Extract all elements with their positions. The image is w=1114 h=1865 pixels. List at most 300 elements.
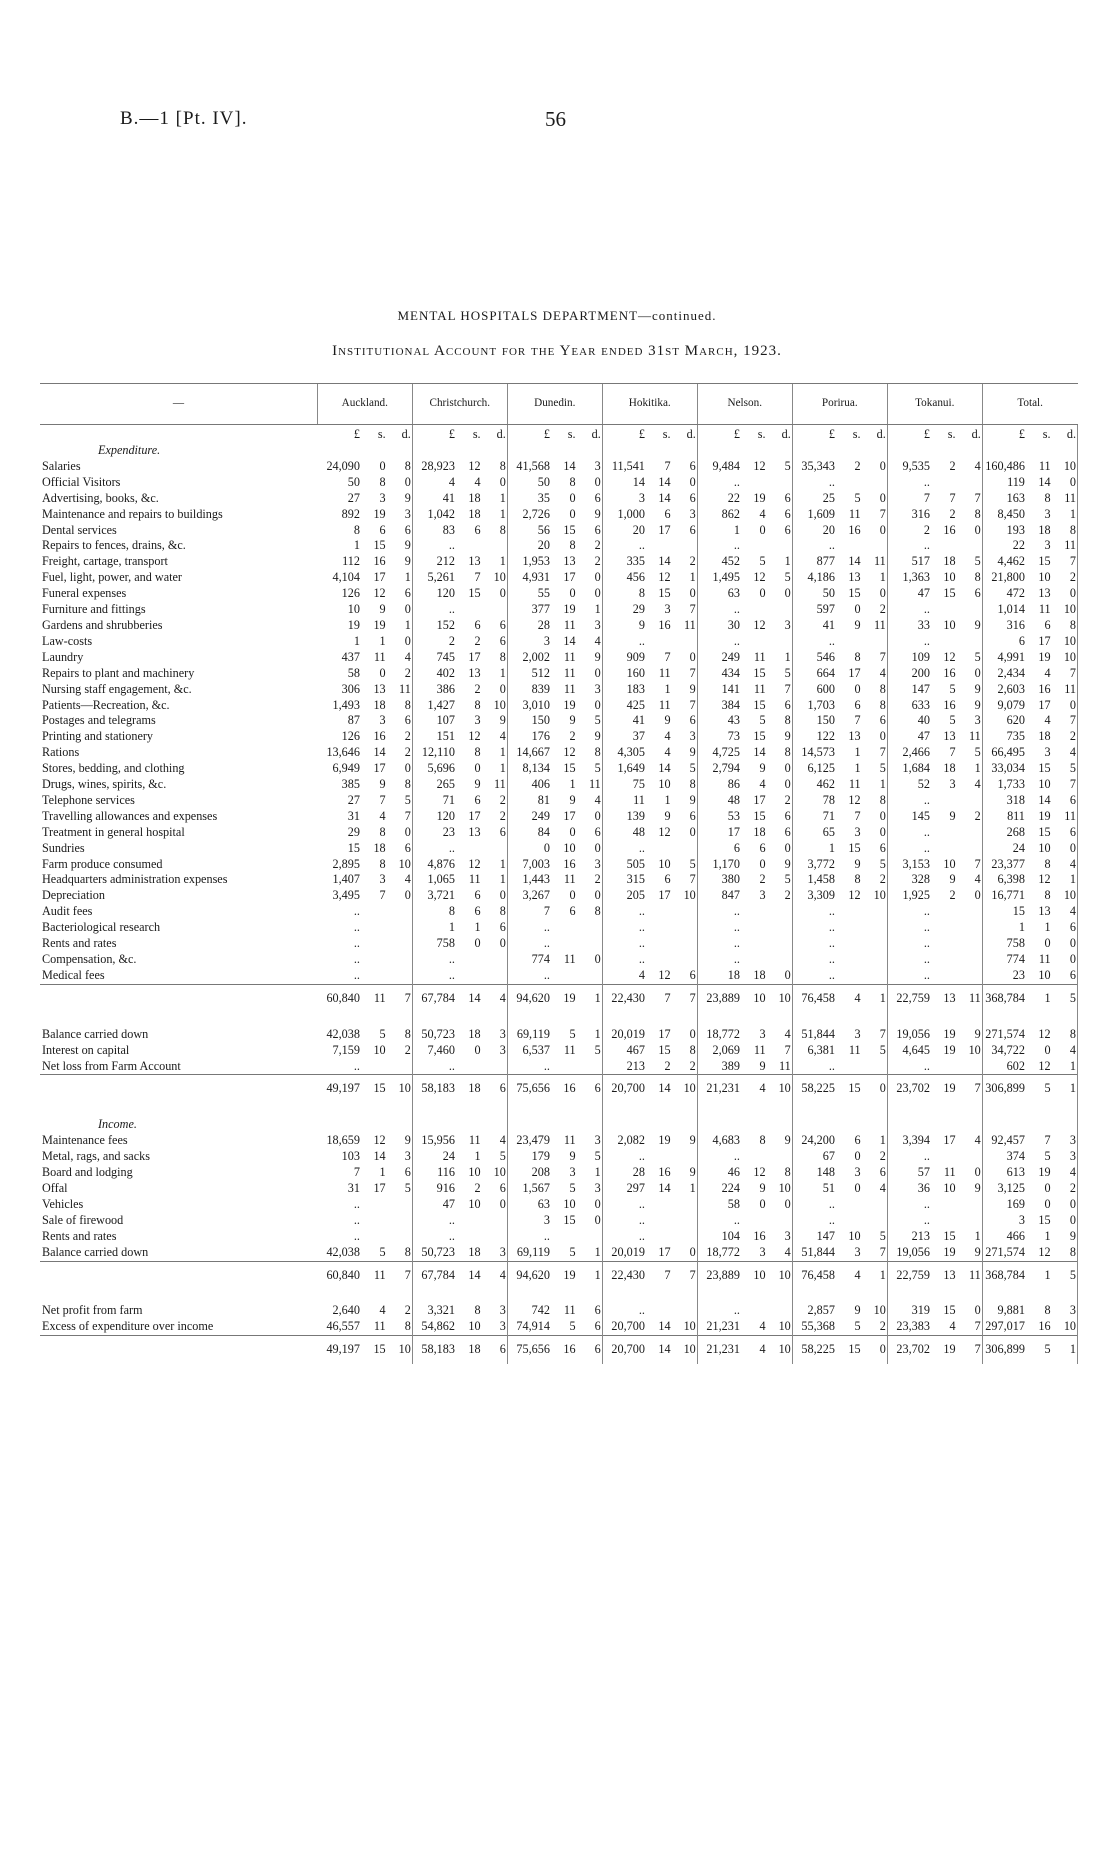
pounds-cell: 877 xyxy=(816,554,835,569)
pounds-cell: 315 xyxy=(626,872,645,887)
pounds-cell: 200 xyxy=(911,665,930,680)
shillings-cell: 8 xyxy=(569,474,576,489)
shillings-cell: 12 xyxy=(753,570,766,585)
pounds-cell: 4,876 xyxy=(427,856,455,871)
expenditure-row xyxy=(40,857,1078,873)
pounds-cell: 20,019 xyxy=(611,1026,645,1041)
pence-cell: 0 xyxy=(1052,475,1078,491)
balance-row xyxy=(40,1043,1078,1059)
pounds-cell: 467 xyxy=(626,1042,645,1057)
pence-cell: 2 xyxy=(577,554,603,570)
pence-cell xyxy=(767,936,793,952)
shillings-cell: 12 xyxy=(1038,1244,1051,1259)
row-label: Stores, bedding, and clothing xyxy=(42,761,185,776)
shillings-cell: 9 xyxy=(854,1303,861,1318)
pounds-cell: 462 xyxy=(816,777,835,792)
shillings-cell: 8 xyxy=(1044,1303,1051,1318)
shillings-cell: 11 xyxy=(848,777,861,792)
shillings-cell xyxy=(741,1213,767,1229)
pence-cell: 0 xyxy=(387,888,413,904)
pence-cell: 0 xyxy=(672,650,698,666)
shillings-cell xyxy=(931,920,957,936)
document-reference: B.—1 [Pt. IV]. xyxy=(120,108,248,129)
pence-cell: 3 xyxy=(387,1149,413,1165)
pence-cell: 6 xyxy=(1052,793,1078,809)
pounds-cell: 4,305 xyxy=(617,745,645,760)
shillings-cell: 12 xyxy=(943,649,956,664)
pounds-cell: .. xyxy=(543,1228,550,1243)
pounds-cell: 1,000 xyxy=(617,506,645,521)
pence-cell: 5 xyxy=(862,1043,888,1059)
pence-cell xyxy=(672,634,698,650)
pence-cell: 10 xyxy=(1052,1319,1078,1335)
shillings-cell: 8 xyxy=(1044,888,1051,903)
shillings-cell: 12 xyxy=(1038,1026,1051,1041)
pounds-cell: 4 xyxy=(448,474,455,489)
pounds-cell: .. xyxy=(638,1196,645,1211)
pounds-cell: 633 xyxy=(911,697,930,712)
pence-cell: 10 xyxy=(767,1319,793,1335)
shillings-cell: 14 xyxy=(373,745,386,760)
row-label: Law-costs xyxy=(42,633,93,648)
pounds-cell: 28 xyxy=(632,1165,645,1180)
expenditure-row xyxy=(40,968,1078,984)
shillings-cell: 6 xyxy=(1044,617,1051,632)
pence-cell xyxy=(767,1149,793,1165)
pence-cell: 8 xyxy=(862,682,888,698)
pounds-cell: 620 xyxy=(1006,713,1025,728)
pence-cell: 1 xyxy=(482,491,508,507)
pounds-cell: 23,889 xyxy=(697,1261,741,1289)
pence-cell xyxy=(862,538,888,554)
pounds-cell: 22,759 xyxy=(887,984,931,1012)
shillings-cell: 11 xyxy=(658,697,671,712)
pence-cell: 6 xyxy=(482,1336,508,1364)
pence-cell: 11 xyxy=(862,554,888,570)
pounds-cell: .. xyxy=(923,952,930,966)
pence-cell: 6 xyxy=(577,1303,603,1319)
shillings-cell: 0 xyxy=(569,824,576,839)
unit-pounds: £ xyxy=(638,427,645,442)
pounds-cell: .. xyxy=(733,1149,740,1164)
pence-cell: 7 xyxy=(862,1027,888,1043)
pence-cell: 7 xyxy=(672,602,698,618)
pence-cell: 7 xyxy=(387,809,413,825)
row-label: Laundry xyxy=(42,649,84,664)
pounds-cell: 15 xyxy=(1012,904,1025,919)
pounds-cell: 86 xyxy=(727,777,740,792)
pounds-cell: 41 xyxy=(442,490,455,505)
pounds-cell: 3,394 xyxy=(902,1133,930,1148)
pence-cell: 3 xyxy=(1052,1149,1078,1165)
pounds-cell: 20 xyxy=(822,522,835,537)
pounds-cell: 40 xyxy=(917,713,930,728)
page-number: 56 xyxy=(545,107,566,131)
shillings-cell xyxy=(361,968,387,984)
row-label: Farm produce consumed xyxy=(42,856,163,871)
pence-cell: 9 xyxy=(387,1133,413,1149)
pence-cell: 7 xyxy=(672,698,698,714)
pence-cell: 0 xyxy=(767,841,793,857)
shillings-cell: 15 xyxy=(848,586,861,601)
shillings-cell: 11 xyxy=(563,1133,576,1148)
pounds-cell: 18,772 xyxy=(706,1244,740,1259)
pounds-cell: .. xyxy=(828,1212,835,1227)
shillings-cell: 9 xyxy=(569,1149,576,1164)
pence-cell: 10 xyxy=(672,1075,698,1103)
pounds-cell: 4,725 xyxy=(712,745,740,760)
pence-cell: 8 xyxy=(1052,1245,1078,1261)
pence-cell: 8 xyxy=(482,650,508,666)
shillings-cell: 13 xyxy=(563,554,576,569)
shillings-cell: 9 xyxy=(664,713,671,728)
shillings-cell: 5 xyxy=(1026,1336,1052,1364)
unit-pence: d. xyxy=(672,425,698,444)
shillings-cell xyxy=(456,968,482,984)
unit-pence: d. xyxy=(577,425,603,444)
pounds-cell: .. xyxy=(828,904,835,919)
pounds-cell: 24 xyxy=(442,1149,455,1164)
shillings-cell: 5 xyxy=(759,713,766,728)
row-label: Compensation, &c. xyxy=(42,952,137,966)
spacer-row xyxy=(40,1013,1078,1027)
shillings-cell: 16 xyxy=(848,522,861,537)
shillings-cell: 16 xyxy=(1038,681,1051,696)
unit-shillings: s. xyxy=(377,427,386,442)
pence-cell: 8 xyxy=(1052,618,1078,634)
pence-cell xyxy=(387,1197,413,1213)
shillings-cell xyxy=(646,841,672,857)
pounds-cell: 20,700 xyxy=(602,1336,646,1364)
pounds-cell: .. xyxy=(828,633,835,648)
pounds-cell: 1,684 xyxy=(902,761,930,776)
pounds-cell: .. xyxy=(923,824,930,839)
pounds-cell: 119 xyxy=(1007,474,1025,489)
column-header-blank: — xyxy=(40,384,317,425)
pence-cell: 1 xyxy=(482,554,508,570)
shillings-cell: 19 xyxy=(943,1026,956,1041)
pence-cell: 7 xyxy=(767,1043,793,1059)
shillings-cell: 19 xyxy=(931,1075,957,1103)
row-label: Vehicles xyxy=(42,1196,84,1211)
pounds-cell: 2,069 xyxy=(712,1042,740,1057)
pence-cell: 0 xyxy=(1052,586,1078,602)
expenditure-row xyxy=(40,872,1078,888)
pounds-cell: 6 xyxy=(1018,633,1025,648)
pounds-cell: 892 xyxy=(341,506,360,521)
pence-cell xyxy=(672,952,698,968)
pence-cell: 6 xyxy=(672,523,698,539)
pence-cell: 10 xyxy=(672,1319,698,1335)
pounds-cell: 224 xyxy=(721,1180,740,1195)
shillings-cell: 8 xyxy=(379,474,386,489)
expenditure-row xyxy=(40,570,1078,586)
shillings-cell: 8 xyxy=(759,1133,766,1148)
shillings-cell: 6 xyxy=(854,697,861,712)
pence-cell: 7 xyxy=(672,984,698,1012)
pence-cell: 0 xyxy=(862,586,888,602)
pounds-cell: .. xyxy=(828,474,835,489)
shillings-cell: 11 xyxy=(361,984,387,1012)
pounds-cell: 17 xyxy=(727,824,740,839)
pence-cell: 6 xyxy=(767,523,793,539)
pence-cell: 2 xyxy=(862,1149,888,1165)
pounds-cell: 41 xyxy=(632,713,645,728)
pence-cell xyxy=(482,968,508,984)
shillings-cell: 5 xyxy=(949,713,956,728)
shillings-cell xyxy=(361,904,387,920)
pounds-cell: 67 xyxy=(822,1149,835,1164)
expenditure-row xyxy=(40,952,1078,968)
pence-cell: 6 xyxy=(577,523,603,539)
pounds-cell: .. xyxy=(543,936,550,951)
pence-cell xyxy=(672,1303,698,1319)
expenditure-row xyxy=(40,586,1078,602)
pence-cell: 5 xyxy=(862,761,888,777)
shillings-cell: 16 xyxy=(563,856,576,871)
shillings-cell: 19 xyxy=(1038,649,1051,664)
pence-cell: 7 xyxy=(862,745,888,761)
pounds-cell: 18,772 xyxy=(706,1026,740,1041)
pounds-cell: 384 xyxy=(721,697,740,712)
pence-cell: 6 xyxy=(482,825,508,841)
pence-cell: 3 xyxy=(577,682,603,698)
shillings-cell: 3 xyxy=(379,490,386,505)
pounds-cell: 597 xyxy=(816,602,835,617)
pounds-cell: .. xyxy=(923,1212,930,1227)
shillings-cell: 17 xyxy=(373,1180,386,1195)
shillings-cell: 1 xyxy=(854,761,861,776)
shillings-cell: 0 xyxy=(474,1042,481,1057)
pounds-cell: 46 xyxy=(727,1165,740,1180)
pounds-cell: 169 xyxy=(1006,1196,1025,1211)
pounds-cell: 60,840 xyxy=(317,1261,361,1289)
pounds-cell: .. xyxy=(923,840,930,855)
pounds-cell: 24 xyxy=(1012,840,1025,855)
pence-cell: 3 xyxy=(482,1043,508,1059)
pence-cell: 7 xyxy=(672,1261,698,1289)
shillings-cell: 3 xyxy=(474,713,481,728)
expenditure-row xyxy=(40,936,1078,952)
pence-cell: 2 xyxy=(387,1043,413,1059)
row-label: Rents and rates xyxy=(42,1228,117,1243)
pounds-cell: .. xyxy=(923,936,930,951)
pounds-cell: 48 xyxy=(727,792,740,807)
shillings-cell: 0 xyxy=(1044,1196,1051,1211)
pence-cell xyxy=(672,904,698,920)
pence-cell: 7 xyxy=(1052,554,1078,570)
shillings-cell: 6 xyxy=(474,904,481,919)
shillings-cell: 19 xyxy=(551,1261,577,1289)
pounds-cell: 151 xyxy=(436,729,455,744)
shillings-cell: 4 xyxy=(759,506,766,521)
pounds-cell: 34,722 xyxy=(991,1042,1025,1057)
pence-cell: 11 xyxy=(1052,491,1078,507)
shillings-cell: 18 xyxy=(468,1244,481,1259)
pence-cell: 0 xyxy=(577,841,603,857)
pence-cell: 6 xyxy=(482,634,508,650)
shillings-cell: 3 xyxy=(1044,506,1051,521)
pounds-cell: 75,656 xyxy=(507,1336,551,1364)
shillings-cell: 12 xyxy=(1038,872,1051,887)
pence-cell: 1 xyxy=(482,761,508,777)
shillings-cell: 6 xyxy=(664,506,671,521)
shillings-cell: 14 xyxy=(563,633,576,648)
shillings-cell xyxy=(931,1059,957,1075)
shillings-cell: 16 xyxy=(753,1228,766,1243)
shillings-cell: 10 xyxy=(468,1319,481,1334)
pounds-cell: 42,038 xyxy=(326,1244,360,1259)
shillings-cell: 14 xyxy=(658,1180,671,1195)
shillings-cell: 7 xyxy=(379,888,386,903)
shillings-cell: 11 xyxy=(1038,952,1051,966)
pence-cell: 0 xyxy=(672,586,698,602)
shillings-cell: 18 xyxy=(373,840,386,855)
pounds-cell: .. xyxy=(638,840,645,855)
shillings-cell: 17 xyxy=(943,1133,956,1148)
pence-cell: 2 xyxy=(862,1319,888,1335)
pence-cell: 8 xyxy=(577,745,603,761)
shillings-cell: 17 xyxy=(1038,633,1051,648)
pounds-cell: 78 xyxy=(822,792,835,807)
pence-cell: 3 xyxy=(767,618,793,634)
pounds-cell: 368,784 xyxy=(982,984,1026,1012)
pence-cell: 0 xyxy=(862,1336,888,1364)
pence-cell: 4 xyxy=(387,650,413,666)
pence-cell: 5 xyxy=(1052,984,1078,1012)
expenditure-heading xyxy=(40,443,1078,459)
pounds-cell: 452 xyxy=(721,554,740,569)
pence-cell: 5 xyxy=(862,1229,888,1245)
pounds-cell: 434 xyxy=(721,665,740,680)
pounds-cell: .. xyxy=(923,474,930,489)
shillings-cell: 15 xyxy=(1038,761,1051,776)
pounds-cell: 148 xyxy=(816,1165,835,1180)
expenditure-row xyxy=(40,682,1078,698)
pounds-cell: 23 xyxy=(1012,967,1025,982)
pounds-cell: 193 xyxy=(1006,522,1025,537)
shillings-cell: 15 xyxy=(373,538,386,553)
pence-cell xyxy=(387,936,413,952)
pounds-cell: 27 xyxy=(347,792,360,807)
shillings-cell: 10 xyxy=(943,856,956,871)
shillings-cell: 0 xyxy=(1044,1042,1051,1057)
pounds-cell: 3 xyxy=(638,490,645,505)
pence-cell: 10 xyxy=(1052,602,1078,618)
pence-cell: 0 xyxy=(1052,698,1078,714)
pence-cell: 10 xyxy=(767,1181,793,1197)
pence-cell: 11 xyxy=(482,777,508,793)
shillings-cell: 15 xyxy=(753,808,766,823)
pence-cell: 2 xyxy=(672,1059,698,1075)
shillings-cell: 14 xyxy=(658,554,671,569)
shillings-cell: 16 xyxy=(658,1165,671,1180)
pence-cell: 2 xyxy=(387,745,413,761)
pounds-cell: .. xyxy=(828,952,835,966)
pence-cell: 1 xyxy=(862,1261,888,1289)
pounds-cell: 2 xyxy=(923,522,930,537)
shillings-cell: 17 xyxy=(563,808,576,823)
shillings-cell: 19 xyxy=(931,1336,957,1364)
shillings-cell: 3 xyxy=(569,1165,576,1180)
pounds-cell: 22,759 xyxy=(887,1261,931,1289)
pence-cell: 9 xyxy=(957,698,983,714)
pounds-cell: 31 xyxy=(347,808,360,823)
pounds-cell: 75,656 xyxy=(507,1075,551,1103)
shillings-cell: 18 xyxy=(468,1026,481,1041)
unit-shillings: s. xyxy=(852,427,861,442)
pence-cell: 4 xyxy=(957,777,983,793)
pounds-cell: 368,784 xyxy=(982,1261,1026,1289)
shillings-cell: 8 xyxy=(379,824,386,839)
pence-cell xyxy=(767,602,793,618)
shillings-cell: 10 xyxy=(741,984,767,1012)
pounds-cell: 1,567 xyxy=(522,1180,550,1195)
pence-cell: 8 xyxy=(767,745,793,761)
row-label: Travelling allowances and expenses xyxy=(42,808,218,823)
shillings-cell: 11 xyxy=(563,665,576,680)
pence-cell xyxy=(957,1213,983,1229)
pounds-cell: 23,377 xyxy=(991,856,1025,871)
pounds-cell: 51,844 xyxy=(801,1026,835,1041)
shillings-cell: 14 xyxy=(373,1149,386,1164)
shillings-cell: 2 xyxy=(474,1180,481,1195)
expenditure-row xyxy=(40,618,1078,634)
pence-cell: 6 xyxy=(957,586,983,602)
pence-cell: 0 xyxy=(862,809,888,825)
shillings-cell: 7 xyxy=(949,745,956,760)
shillings-cell: 10 xyxy=(943,1180,956,1195)
pounds-cell: 9,484 xyxy=(712,458,740,473)
pounds-cell: .. xyxy=(733,538,740,553)
shillings-cell: 0 xyxy=(474,761,481,776)
row-label: Furniture and fittings xyxy=(42,602,146,617)
pounds-cell: 22,430 xyxy=(602,1261,646,1289)
pounds-cell: .. xyxy=(448,952,455,966)
shillings-cell: 0 xyxy=(379,458,386,473)
shillings-cell: 7 xyxy=(646,984,672,1012)
pence-cell: 7 xyxy=(862,650,888,666)
pounds-cell: 839 xyxy=(531,681,550,696)
expenditure-row xyxy=(40,745,1078,761)
pounds-cell: 2,857 xyxy=(807,1303,835,1318)
row-label: Treatment in general hospital xyxy=(42,824,185,839)
shillings-cell: 18 xyxy=(753,967,766,982)
shillings-cell xyxy=(741,936,767,952)
pounds-cell: 600 xyxy=(816,681,835,696)
pounds-cell: 4,186 xyxy=(807,570,835,585)
pounds-cell: 4,104 xyxy=(332,570,360,585)
pounds-cell: 24,090 xyxy=(326,458,360,473)
pence-cell xyxy=(767,904,793,920)
shillings-cell: 10 xyxy=(1038,967,1051,982)
row-label: Funeral expenses xyxy=(42,586,127,601)
pounds-cell: .. xyxy=(353,1212,360,1227)
shillings-cell: 19 xyxy=(943,1042,956,1057)
shillings-cell: 3 xyxy=(1044,538,1051,553)
shillings-cell: 11 xyxy=(563,1042,576,1057)
pence-cell: 5 xyxy=(387,1181,413,1197)
shillings-cell: 13 xyxy=(1038,904,1051,919)
pounds-cell: 69,119 xyxy=(516,1244,550,1259)
shillings-cell: 17 xyxy=(1038,697,1051,712)
pounds-cell: .. xyxy=(353,952,360,966)
pence-cell xyxy=(767,538,793,554)
pence-cell xyxy=(482,952,508,968)
shillings-cell: 16 xyxy=(658,617,671,632)
column-header-auckland: Auckland. xyxy=(317,384,412,425)
pounds-cell: .. xyxy=(543,920,550,935)
